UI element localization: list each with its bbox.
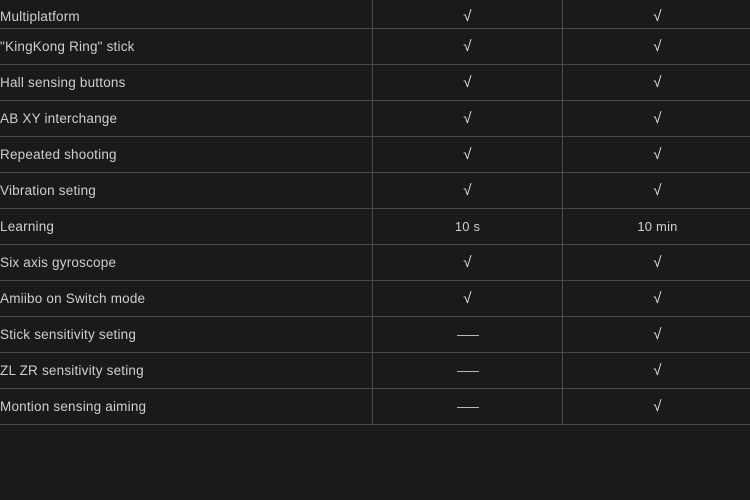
- table-row: [0, 0, 750, 29]
- cell-model-b: [563, 281, 750, 317]
- cell-model-b: [563, 389, 750, 425]
- check-icon: √: [463, 8, 472, 25]
- table-row: [0, 173, 750, 209]
- feature-label: Learning: [0, 209, 373, 245]
- cell-model-a: [373, 317, 563, 353]
- cell-model-a: [373, 281, 563, 317]
- check-icon: √: [463, 110, 472, 127]
- cell-value: 10 min: [637, 219, 678, 234]
- cell-model-b: [563, 209, 750, 245]
- feature-label: Multiplatform: [0, 0, 373, 29]
- table-row: [0, 29, 750, 65]
- table-row: [0, 245, 750, 281]
- feature-label: "KingKong Ring" stick: [0, 29, 373, 65]
- check-icon: √: [653, 254, 662, 271]
- table-row: [0, 353, 750, 389]
- table-row: [0, 281, 750, 317]
- dash-icon: [457, 335, 479, 336]
- cell-value: 10 s: [454, 219, 481, 234]
- check-icon: √: [653, 182, 662, 199]
- feature-label: Amiibo on Switch mode: [0, 281, 373, 317]
- cell-model-b: [563, 65, 750, 101]
- feature-label: Stick sensitivity seting: [0, 317, 373, 353]
- check-icon: √: [653, 362, 662, 379]
- check-icon: √: [653, 326, 662, 343]
- cell-model-b: [563, 353, 750, 389]
- check-icon: √: [653, 74, 662, 91]
- cell-model-a: [373, 209, 563, 245]
- table-row: [0, 389, 750, 425]
- dash-icon: [457, 407, 479, 408]
- check-icon: √: [653, 290, 662, 307]
- feature-label: AB XY interchange: [0, 101, 373, 137]
- cell-model-a: [373, 65, 563, 101]
- cell-model-a: [373, 137, 563, 173]
- cell-model-a: [373, 29, 563, 65]
- cell-model-b: [563, 173, 750, 209]
- check-icon: √: [653, 38, 662, 55]
- feature-label: Hall sensing buttons: [0, 65, 373, 101]
- feature-label: Montion sensing aiming: [0, 389, 373, 425]
- cell-model-a: [373, 353, 563, 389]
- table-row: [0, 209, 750, 245]
- feature-label: ZL ZR sensitivity seting: [0, 353, 373, 389]
- cell-model-a: [373, 245, 563, 281]
- cell-model-a: [373, 0, 563, 29]
- bottom-spacer: [0, 427, 750, 500]
- check-icon: √: [653, 110, 662, 127]
- check-icon: √: [463, 38, 472, 55]
- feature-label: Repeated shooting: [0, 137, 373, 173]
- table-row: [0, 101, 750, 137]
- table-row: [0, 137, 750, 173]
- cell-model-a: [373, 101, 563, 137]
- cell-model-a: [373, 173, 563, 209]
- table-row: [0, 65, 750, 101]
- cell-model-b: [563, 29, 750, 65]
- check-icon: √: [653, 8, 662, 25]
- check-icon: √: [653, 398, 662, 415]
- cell-model-b: [563, 101, 750, 137]
- check-icon: √: [463, 254, 472, 271]
- check-icon: √: [653, 146, 662, 163]
- feature-label: Six axis gyroscope: [0, 245, 373, 281]
- cell-model-a: [373, 389, 563, 425]
- check-icon: √: [463, 74, 472, 91]
- check-icon: √: [463, 290, 472, 307]
- cell-model-b: [563, 0, 750, 29]
- table-row: [0, 317, 750, 353]
- cell-model-b: [563, 137, 750, 173]
- cell-model-b: [563, 317, 750, 353]
- check-icon: √: [463, 182, 472, 199]
- feature-label: Vibration seting: [0, 173, 373, 209]
- cell-model-b: [563, 245, 750, 281]
- dash-icon: [457, 371, 479, 372]
- check-icon: √: [463, 146, 472, 163]
